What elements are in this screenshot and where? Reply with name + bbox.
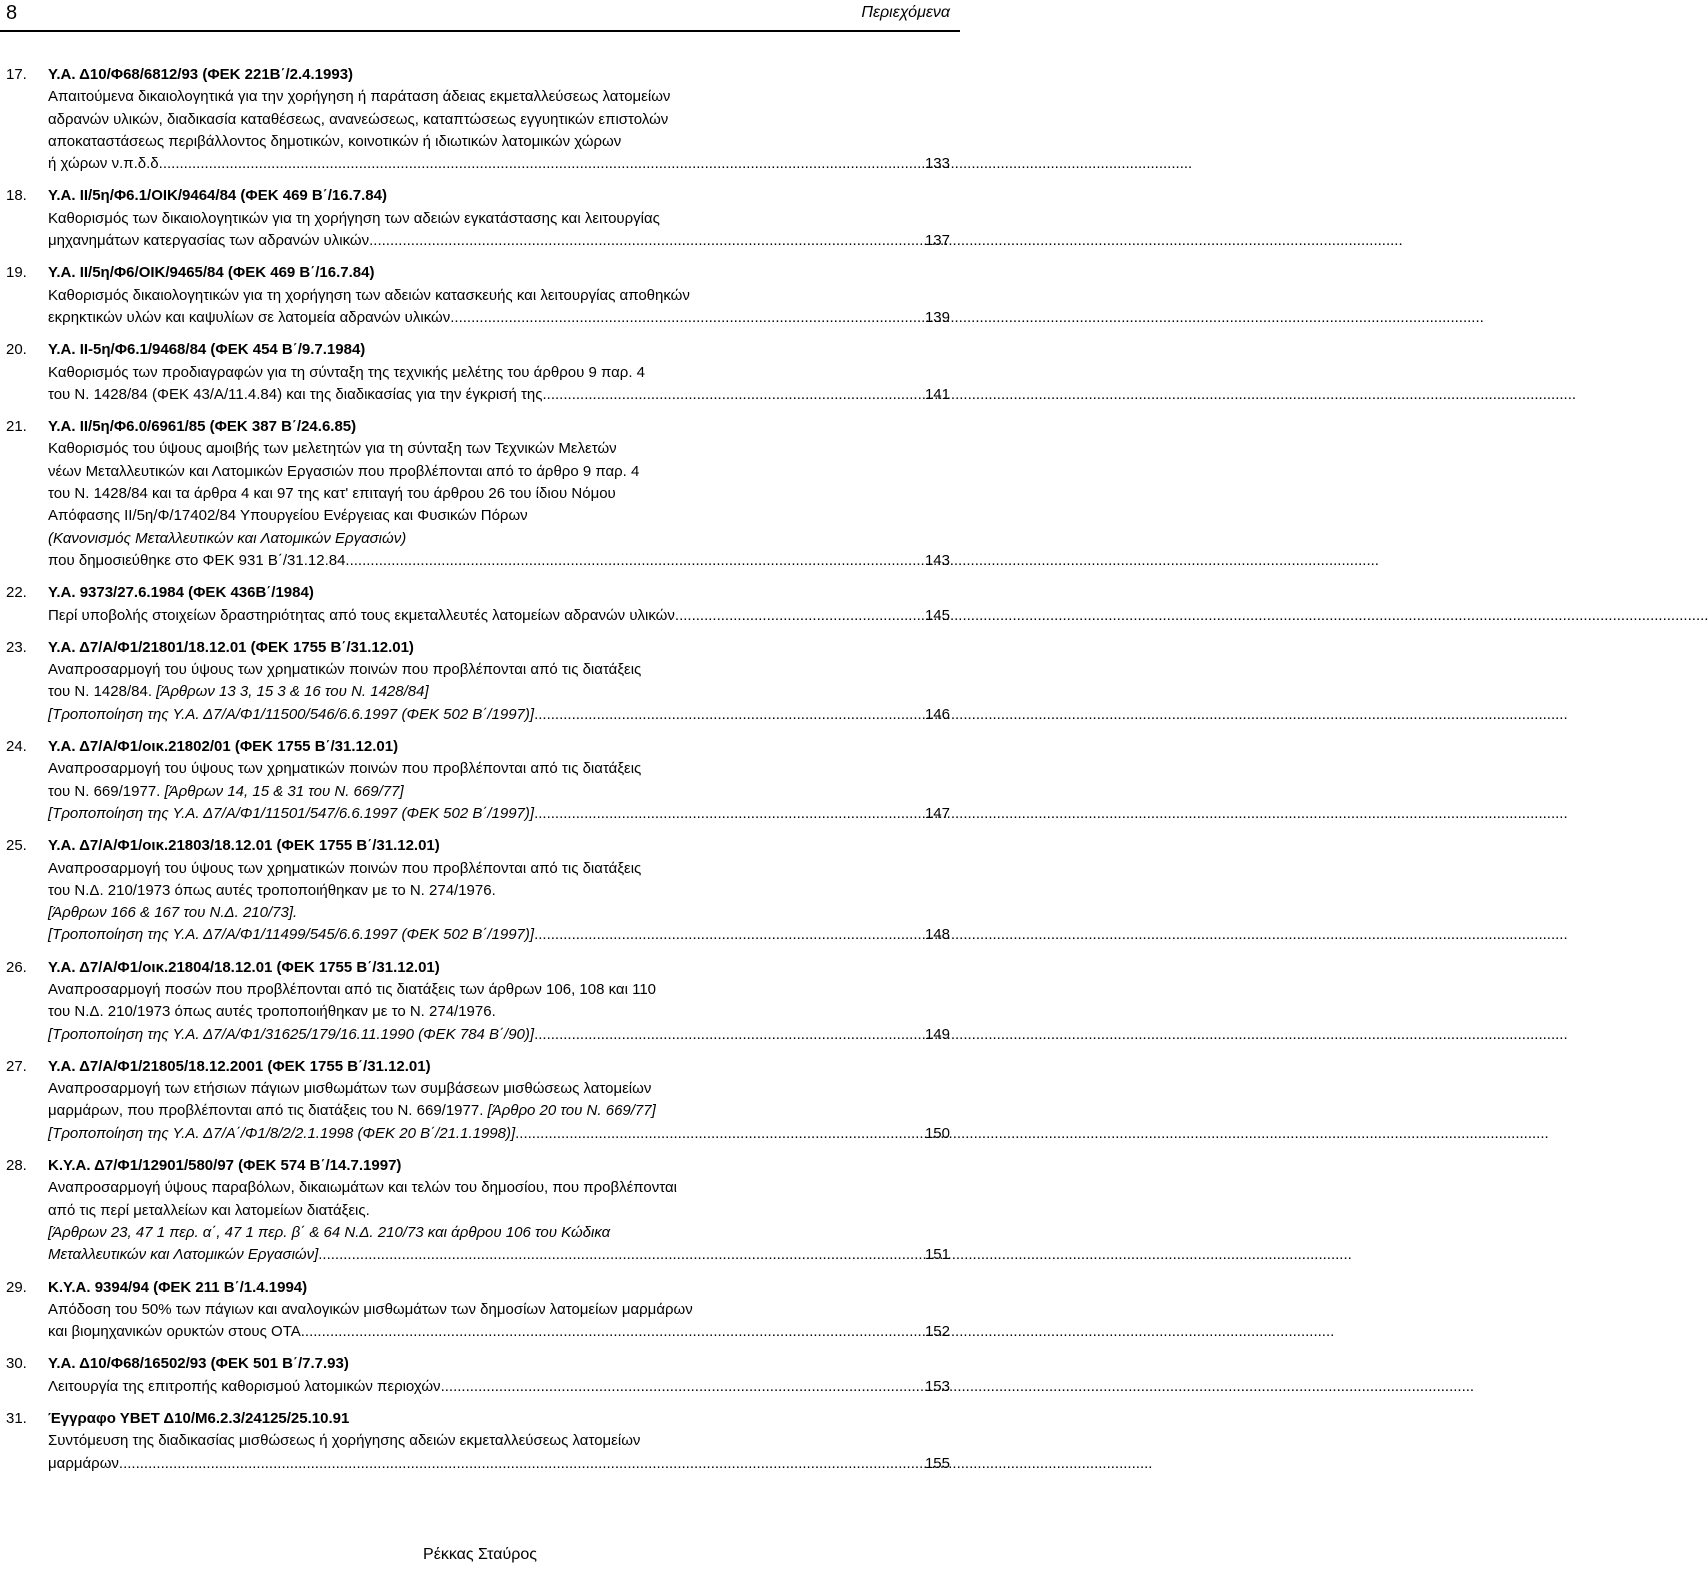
entry-text: Καθορισμός των προδιαγραφών για τη σύνταξη της τεχνικής μελέτης του άρθρου 9 παρ. 4 [48,363,645,381]
entry-text: αποκαταστάσεως περιβάλλοντος δημοτικών, κοινοτικών ή ιδιωτικών λατομικών χώρων [48,132,622,150]
entry-line [48,858,950,880]
dot-leader [534,924,924,946]
toc-entry [0,736,950,825]
page-reference: 143 [924,551,950,569]
entry-line [48,1430,950,1452]
entry-line [48,1376,950,1398]
entry-text: [Τροποποίηση της Υ.Α. Δ7/Α΄/Φ1/8/2/2.1.1998 (ΦΕΚ 20 Β΄/21.1.1998)] [48,1124,516,1142]
entry-text: του Ν.Δ. 210/1973 όπως αυτές τροποποιήθηκαν με το Ν. 274/1976. [48,1003,496,1021]
entry-text: (Κανονισμός Μεταλλευτικών και Λατομικών Εργασιών) [48,529,407,547]
entry-number: 22. [6,584,27,602]
entry-text: [Άρθρων 23, 47 1 περ. α΄, 47 1 περ. β΄ & 64 Ν.Δ. 210/73 και άρθρου 106 του Κώδικα [48,1223,611,1241]
entry-line [48,528,950,550]
page-reference: 152 [924,1323,950,1341]
page-number: 8 [6,2,18,24]
dot-leader [345,550,924,572]
entry-line [48,1222,950,1244]
entry-line [48,880,950,902]
page-title: Περιεχόμενα [861,4,950,21]
entry-line [48,438,950,460]
entry-text: Αναπροσαρμογή ποσών που προβλέπονται από τις διατάξεις των άρθρων 106, 108 και 110 [48,980,657,998]
entry-text: Συντόμευση της διαδικασίας μισθώσεως ή χορήγησης αδειών εκμεταλλεύσεως λατομείων [48,1432,641,1450]
entry-text: εκρηκτικών υλών και καψυλίων σε λατομεία αδρανών υλικών [48,308,451,326]
entry-text: μαρμάρων, που προβλέπονται από τις διατάξεις του Ν. 669/1977. [48,1102,484,1120]
page-reference: 147 [924,804,950,822]
entry-heading: Υ.Α. ΙΙ/5η/Φ6/ΟΙΚ/9465/84 (ΦΕΚ 469 Β΄/16.7.84) [48,264,375,282]
toc-entry [0,1277,950,1344]
entry-text: μηχανημάτων κατεργασίας των αδρανών υλικών [48,232,370,250]
entry-heading: Υ.Α. ΙΙ-5η/Φ6.1/9468/84 (ΦΕΚ 454 Β΄/9.7.1984) [48,341,366,359]
entry-text: από τις περί μεταλλείων και λατομείων διατάξεις. [48,1201,370,1219]
page-reference: 151 [924,1246,950,1264]
toc-entry [0,1155,950,1266]
entry-text: [Τροποποίηση της Υ.Α. Δ7/Α/Φ1/31625/179/16.11.1990 (ΦΕΚ 784 Β΄/90)] [48,1025,535,1043]
toc-entry [0,185,950,252]
toc-entry [0,1353,950,1398]
page-footer: Ρέκκας Σταύρος [423,1546,537,1563]
page-reference: 146 [924,705,950,723]
entry-line [48,505,950,527]
entry-line [48,208,950,230]
entry-line [48,1177,950,1199]
dot-leader [675,605,924,627]
entry-line [48,659,950,681]
page-reference: 133 [924,155,950,173]
toc-entry [0,1408,950,1475]
entry-line [48,131,950,153]
entry-number: 29. [6,1278,27,1296]
entry-text: [Τροποποίηση της Υ.Α. Δ7/Α/Φ1/11499/545/6.6.1997 (ΦΕΚ 502 Β΄/1997)] [48,926,535,944]
entry-heading: Υ.Α. ΙΙ/5η/Φ6.0/6961/85 (ΦΕΚ 387 Β΄/24.6.85) [48,418,357,436]
entry-article-reference: [Άρθρο 20 του Ν. 669/77] [487,1102,656,1120]
entry-text: Περί υποβολής στοιχείων δραστηριότητας από τους εκμεταλλευτές λατομείων αδρανών υλικών [48,606,675,624]
entry-heading: Υ.Α. Δ7/Α/Φ1/οικ.21802/01 (ΦΕΚ 1755 Β΄/31.12.01) [48,738,399,756]
entry-line [48,1200,950,1222]
entry-line [48,384,950,406]
entry-heading: Κ.Υ.Α. Δ7/Φ1/12901/580/97 (ΦΕΚ 574 Β΄/14.7.1997) [48,1157,402,1175]
entry-heading: Υ.Α. Δ7/Α/Φ1/21805/18.12.2001 (ΦΕΚ 1755 Β΄/31.12.01) [48,1057,431,1075]
entry-text: ή χώρων ν.π.δ.δ [48,155,159,173]
entry-line [48,1244,950,1266]
entry-text: του Ν. 1428/84 και τα άρθρα 4 και 97 της κατ' επιταγή του άρθρου 26 του ίδιου Νόμου [48,485,616,503]
entry-number: 18. [6,187,27,205]
entry-line [48,461,950,483]
entry-number: 27. [6,1057,27,1075]
dot-leader [119,1453,924,1475]
entry-text: και βιομηχανικών ορυκτών στους ΟΤΑ [48,1323,301,1341]
entry-heading: Υ.Α. ΙΙ/5η/Φ6.1/ΟΙΚ/9464/84 (ΦΕΚ 469 Β΄/16.7.84) [48,187,387,205]
entry-text: του Ν. 1428/84 (ΦΕΚ 43/Α/11.4.84) και της διαδικασίας για την έγκρισή της [48,385,543,403]
toc-entry [0,339,950,406]
entry-number: 19. [6,264,27,282]
table-of-contents [0,64,950,1485]
entry-line [48,1299,950,1321]
dot-leader [543,384,924,406]
entry-heading: Υ.Α. 9373/27.6.1984 (ΦΕΚ 436Β΄/1984) [48,584,314,602]
dot-leader [369,230,924,252]
entry-line [48,1024,950,1046]
entry-text: [Άρθρων 166 & 167 του Ν.Δ. 210/73]. [48,904,298,922]
entry-line [48,285,950,307]
entry-text: Απόφασης ΙΙ/5η/Φ/17402/84 Υπουργείου Ενέργειας και Φυσικών Πόρων [48,507,528,525]
entry-text: μαρμάρων [48,1454,119,1472]
entry-line [48,924,950,946]
entry-text: Αναπροσαρμογή του ύψους των χρηματικών ποινών που προβλέπονται από τις διατάξεις [48,760,642,778]
dot-leader [318,1244,924,1266]
entry-line [48,109,950,131]
entry-text: του Ν. 669/1977. [48,782,161,800]
entry-line [48,803,950,825]
entry-text: Αναπροσαρμογή του ύψους των χρηματικών ποινών που προβλέπονται από τις διατάξεις [48,859,642,877]
entry-line [48,1321,950,1343]
entry-line [48,153,950,175]
entry-text: Απόδοση του 50% των πάγιων και αναλογικών μισθωμάτων των δημοσίων λατομείων μαρμάρων [48,1300,693,1318]
page-reference: 155 [924,1454,950,1472]
toc-entry [0,582,950,627]
entry-number: 26. [6,958,27,976]
entry-line [48,1100,950,1122]
entry-line [48,758,950,780]
dot-leader [534,803,924,825]
entry-text: αδρανών υλικών, διαδικασία καταθέσεως, ανανεώσεως, καταπτώσεως εγγυητικών επιστολών [48,110,669,128]
entry-number: 31. [6,1410,27,1428]
entry-line [48,550,950,572]
entry-line [48,362,950,384]
entry-text: Λειτουργία της επιτροπής καθορισμού λατομικών περιοχών [48,1377,441,1395]
header-rule [0,30,960,32]
entry-number: 25. [6,837,27,855]
entry-text: του Ν.Δ. 210/1973 όπως αυτές τροποποιήθηκαν με το Ν. 274/1976. [48,881,496,899]
entry-line [48,1453,950,1475]
page-reference: 148 [924,926,950,944]
toc-entry [0,957,950,1046]
dot-leader [159,153,924,175]
entry-article-reference: [Άρθρων 13 3, 15 3 & 16 του Ν. 1428/84] [156,683,429,701]
entry-line [48,1123,950,1145]
dot-leader [515,1123,924,1145]
entry-number: 24. [6,738,27,756]
entry-line [48,681,950,703]
entry-text: που δημοσιεύθηκε στο ΦΕΚ 931 Β΄/31.12.84 [48,551,346,569]
page-reference: 139 [924,308,950,326]
entry-text: Καθορισμός δικαιολογητικών για τη χορήγηση των αδειών κατασκευής και λειτουργίας αποθηκών [48,286,690,304]
page-reference: 153 [924,1377,950,1395]
page-reference: 150 [924,1124,950,1142]
toc-entry [0,1056,950,1145]
entry-line [48,483,950,505]
entry-heading: Υ.Α. Δ10/Φ68/16502/93 (ΦΕΚ 501 Β΄/7.7.93) [48,1355,349,1373]
entry-line [48,307,950,329]
entry-heading: Υ.Α. Δ7/Α/Φ1/21801/18.12.01 (ΦΕΚ 1755 Β΄/31.12.01) [48,638,414,656]
entry-number: 30. [6,1355,27,1373]
entry-text: Αναπροσαρμογή του ύψους των χρηματικών ποινών που προβλέπονται από τις διατάξεις [48,661,642,679]
entry-heading: Έγγραφο ΥΒΕΤ Δ10/Μ6.2.3/24125/25.10.91 [48,1410,350,1428]
entry-text: Αναπροσαρμογή των ετήσιων πάγιων μισθωμάτων των συμβάσεων μισθώσεως λατομείων [48,1080,652,1098]
dot-leader [441,1376,924,1398]
dot-leader [301,1321,924,1343]
entry-article-reference: [Άρθρων 14, 15 & 31 του Ν. 669/77] [164,782,404,800]
entry-line [48,1078,950,1100]
entry-line [48,979,950,1001]
toc-entry [0,416,950,572]
entry-heading: Υ.Α. Δ10/Φ68/6812/93 (ΦΕΚ 221Β΄/2.4.1993) [48,66,354,83]
entry-heading: Υ.Α. Δ7/Α/Φ1/οικ.21804/18.12.01 (ΦΕΚ 1755 Β΄/31.12.01) [48,958,440,976]
dot-leader [450,307,924,329]
page-reference: 141 [924,385,950,403]
entry-line [48,1001,950,1023]
entry-text: του Ν. 1428/84. [48,683,152,701]
entry-line [48,230,950,252]
toc-entry [0,637,950,726]
entry-text: [Τροποποίηση της Υ.Α. Δ7/Α/Φ1/11501/547/6.6.1997 (ΦΕΚ 502 Β΄/1997)] [48,804,535,822]
toc-entry [0,64,950,175]
entry-text: Αναπροσαρμογή ύψους παραβόλων, δικαιωμάτων και τελών του δημοσίου, που προβλέπονται [48,1179,677,1197]
entry-number: 20. [6,341,27,359]
entry-line [48,902,950,924]
entry-line [48,704,950,726]
entry-text: Μεταλλευτικών και Λατομικών Εργασιών] [48,1246,319,1264]
entry-number: 17. [6,66,27,83]
page-reference: 145 [924,606,950,624]
entry-heading: Υ.Α. Δ7/Α/Φ1/οικ.21803/18.12.01 (ΦΕΚ 1755 Β΄/31.12.01) [48,837,440,855]
entry-text: Καθορισμός του ύψους αμοιβής των μελετητών για τη σύνταξη των Τεχνικών Μελετών [48,440,617,458]
entry-number: 23. [6,638,27,656]
toc-entry [0,262,950,329]
entry-heading: Κ.Υ.Α. 9394/94 (ΦΕΚ 211 Β΄/1.4.1994) [48,1278,308,1296]
page-reference: 137 [924,232,950,250]
dot-leader [534,1024,924,1046]
page-reference: 149 [924,1025,950,1043]
entry-text: νέων Μεταλλευτικών και Λατομικών Εργασιών που προβλέπονται από το άρθρο 9 παρ. 4 [48,462,640,480]
entry-line [48,86,950,108]
toc-entry [0,835,950,946]
entry-number: 21. [6,418,27,436]
entry-line [48,781,950,803]
entry-number: 28. [6,1157,27,1175]
entry-line [48,605,950,627]
entry-text: [Τροποποίηση της Υ.Α. Δ7/Α/Φ1/11500/546/6.6.1997 (ΦΕΚ 502 Β΄/1997)] [48,705,535,723]
entry-text: Καθορισμός των δικαιολογητικών για τη χορήγηση των αδειών εγκατάστασης και λειτουργίας [48,209,660,227]
entry-text: Απαιτούμενα δικαιολογητικά για την χορήγηση ή παράταση άδειας εκμεταλλεύσεως λατομείων [48,88,671,106]
dot-leader [534,704,924,726]
